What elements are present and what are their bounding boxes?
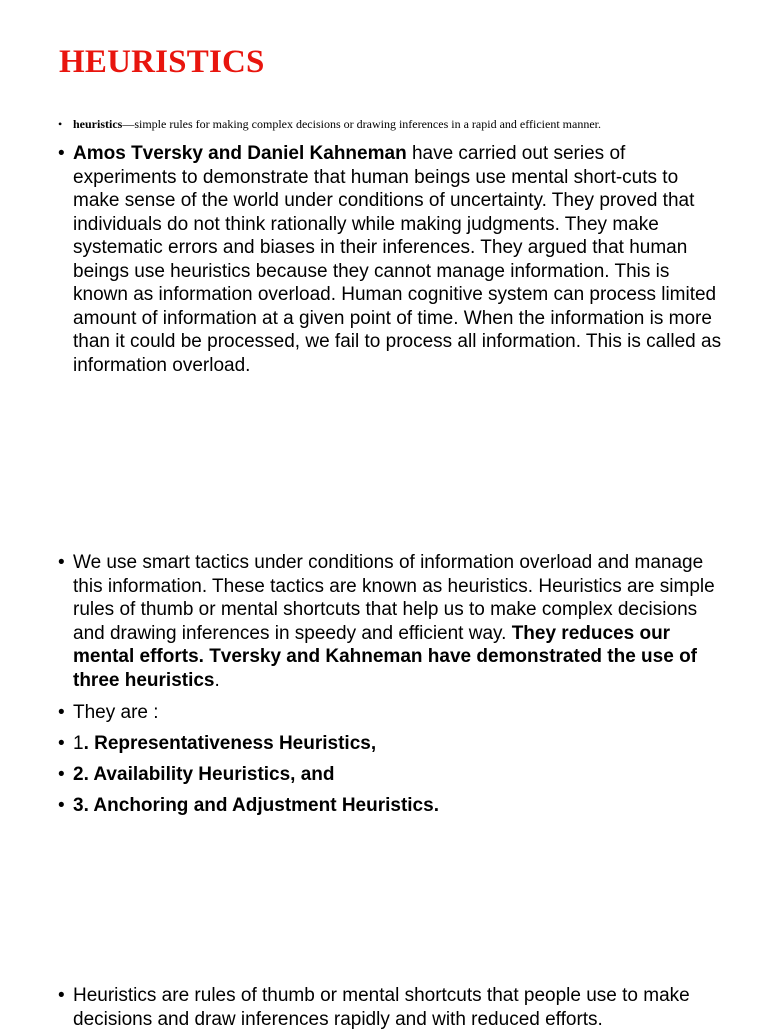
definition-text: —simple rules for making complex decisions or drawing inferences in a rapid and efficient manner.	[122, 117, 601, 131]
bullet-dot: •	[58, 552, 65, 573]
bullet-dot: •	[58, 985, 65, 1006]
page-title: HEURISTICS	[59, 44, 265, 80]
paragraph-end: .	[214, 669, 220, 691]
list-intro	[58, 701, 726, 725]
list-item-label: 3. Anchoring and Adjustment Heuristics.	[73, 795, 439, 816]
paragraph-bold: They reduces our mental efforts. Tversky and Kahneman have demonstrated the use of three heuristics	[73, 622, 698, 691]
list-item	[58, 794, 726, 818]
paragraph-kahneman	[58, 142, 726, 377]
list-item-prefix: 1	[73, 733, 84, 754]
paragraph-text: have carried out series of experiments to demonstrate that human beings use mental short-cuts to make sense of the world under conditions of uncertainty. They proved that individuals do not think rationally while making judgments. They make systematic errors and biases in their inferences. They argued that human beings use heuristics because they cannot manage information. This is known as information overload. Human cognitive system can process limited amount of information at a given point of time. When the information is more than it could be processed, we fail to process all information. This is called as information overload.	[73, 143, 722, 376]
paragraph-tactics	[58, 551, 726, 692]
list-item-label: 2. Availability Heuristics, and	[73, 764, 335, 785]
bullet-dot: •	[58, 733, 65, 754]
bullet-dot: •	[58, 702, 65, 723]
bullet-dot: •	[58, 143, 65, 164]
authors-bold: Amos Tversky and Daniel Kahneman	[73, 143, 407, 164]
list-item	[58, 763, 726, 787]
paragraph-text: We use smart tactics under conditions of information overload and manage this information. These tactics are known as heuristics. Heuristics are simple rules of thumb or mental shortcuts that help us to make complex decisions and drawing inferences in speedy and efficient way.	[73, 552, 715, 644]
paragraph-text: Heuristics are rules of thumb or mental shortcuts that people use to make decisions and draw inferences rapidly and with reduced efforts.	[73, 985, 690, 1030]
bullet-dot: •	[58, 764, 65, 785]
definition-bullet	[58, 116, 601, 132]
list-item-label: . Representativeness Heuristics,	[83, 733, 377, 754]
list-intro-text: They are :	[73, 702, 159, 723]
definition-term: heuristics	[73, 117, 123, 131]
list-item	[58, 732, 726, 756]
bullet-dot: •	[58, 795, 65, 816]
bullet-dot: •	[58, 117, 63, 131]
